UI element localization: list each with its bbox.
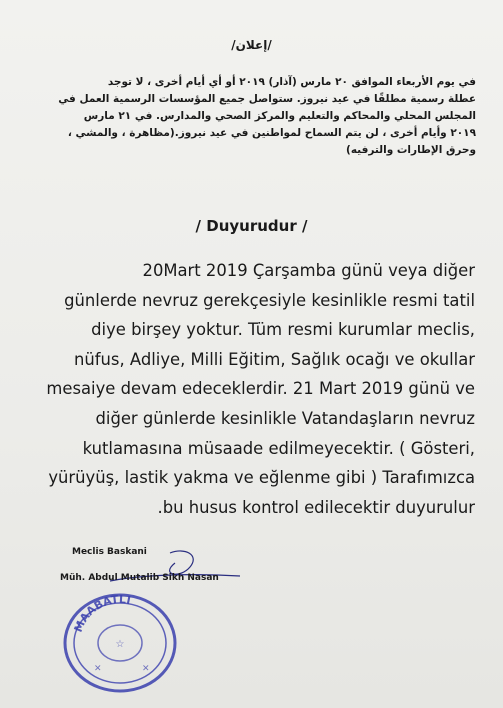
arabic-line: ٢٠١٩ وأيام أخرى ، لن يتم السماح لمواطنين في عيد نيروز.(مظاهرة ، والمشي ، bbox=[67, 127, 476, 139]
arabic-paragraph bbox=[26, 74, 476, 159]
arabic-line: وحرق الإطارات والترفيه) bbox=[346, 144, 476, 156]
signer-title: Meclis Baskani bbox=[72, 547, 147, 557]
turkish-line: kutlamasına müsaade edilmeyecektir. ( Gösteri, bbox=[82, 438, 475, 458]
turkish-line: 20Mart 2019 Çarşamba günü veya diğer bbox=[142, 261, 475, 280]
turkish-line: günlerde nevruz gerekçesiyle kesinlikle resmi tatil bbox=[64, 290, 475, 310]
svg-text:MAABATLI: MAABATLI bbox=[71, 592, 132, 635]
arabic-title: /إعلان/ bbox=[231, 38, 272, 52]
turkish-paragraph bbox=[30, 256, 475, 522]
turkish-title: / Duyurudur / bbox=[195, 217, 308, 235]
turkish-line: mesaiye devam edeceklerdir. 21 Mart 2019 günü ve bbox=[46, 379, 475, 399]
turkish-line: .bu husus kontrol edilecektir duyurulur bbox=[157, 497, 475, 517]
turkish-line: diğer günlerde kesinlikle Vatandaşların nevruz bbox=[95, 408, 475, 428]
arabic-line: المجلس المحلي والمحاكم والتعليم والمركز الصحي والمدارس. في ٢١ مارس bbox=[83, 110, 476, 122]
official-stamp bbox=[58, 585, 180, 695]
arabic-line: في يوم الأربعاء الموافق ٢٠ مارس (آذار) ٢٠١٩ أو أي أيام أخرى ، لا توجد bbox=[107, 76, 476, 88]
turkish-line: diye birşey yoktur. Tüm resmi kurumlar meclis, bbox=[91, 320, 475, 340]
svg-text:✕: ✕ bbox=[142, 664, 150, 674]
signer-name: Müh. Abdul Mutalib Sikh Nasan bbox=[60, 573, 219, 583]
turkish-line: nüfus, Adliye, Milli Eğitim, Sağlık ocağı ve okullar bbox=[74, 349, 475, 369]
turkish-line: yürüyüş, lastik yakma ve eğlenme gibi ) Tarafımızca bbox=[48, 468, 475, 488]
arabic-line: عطلة رسمية مطلقًا في عيد نيروز. ستواصل جميع المؤسسات الرسمية العمل في bbox=[58, 93, 476, 105]
svg-text:✕: ✕ bbox=[94, 664, 102, 674]
svg-text:☆: ☆ bbox=[115, 639, 125, 650]
